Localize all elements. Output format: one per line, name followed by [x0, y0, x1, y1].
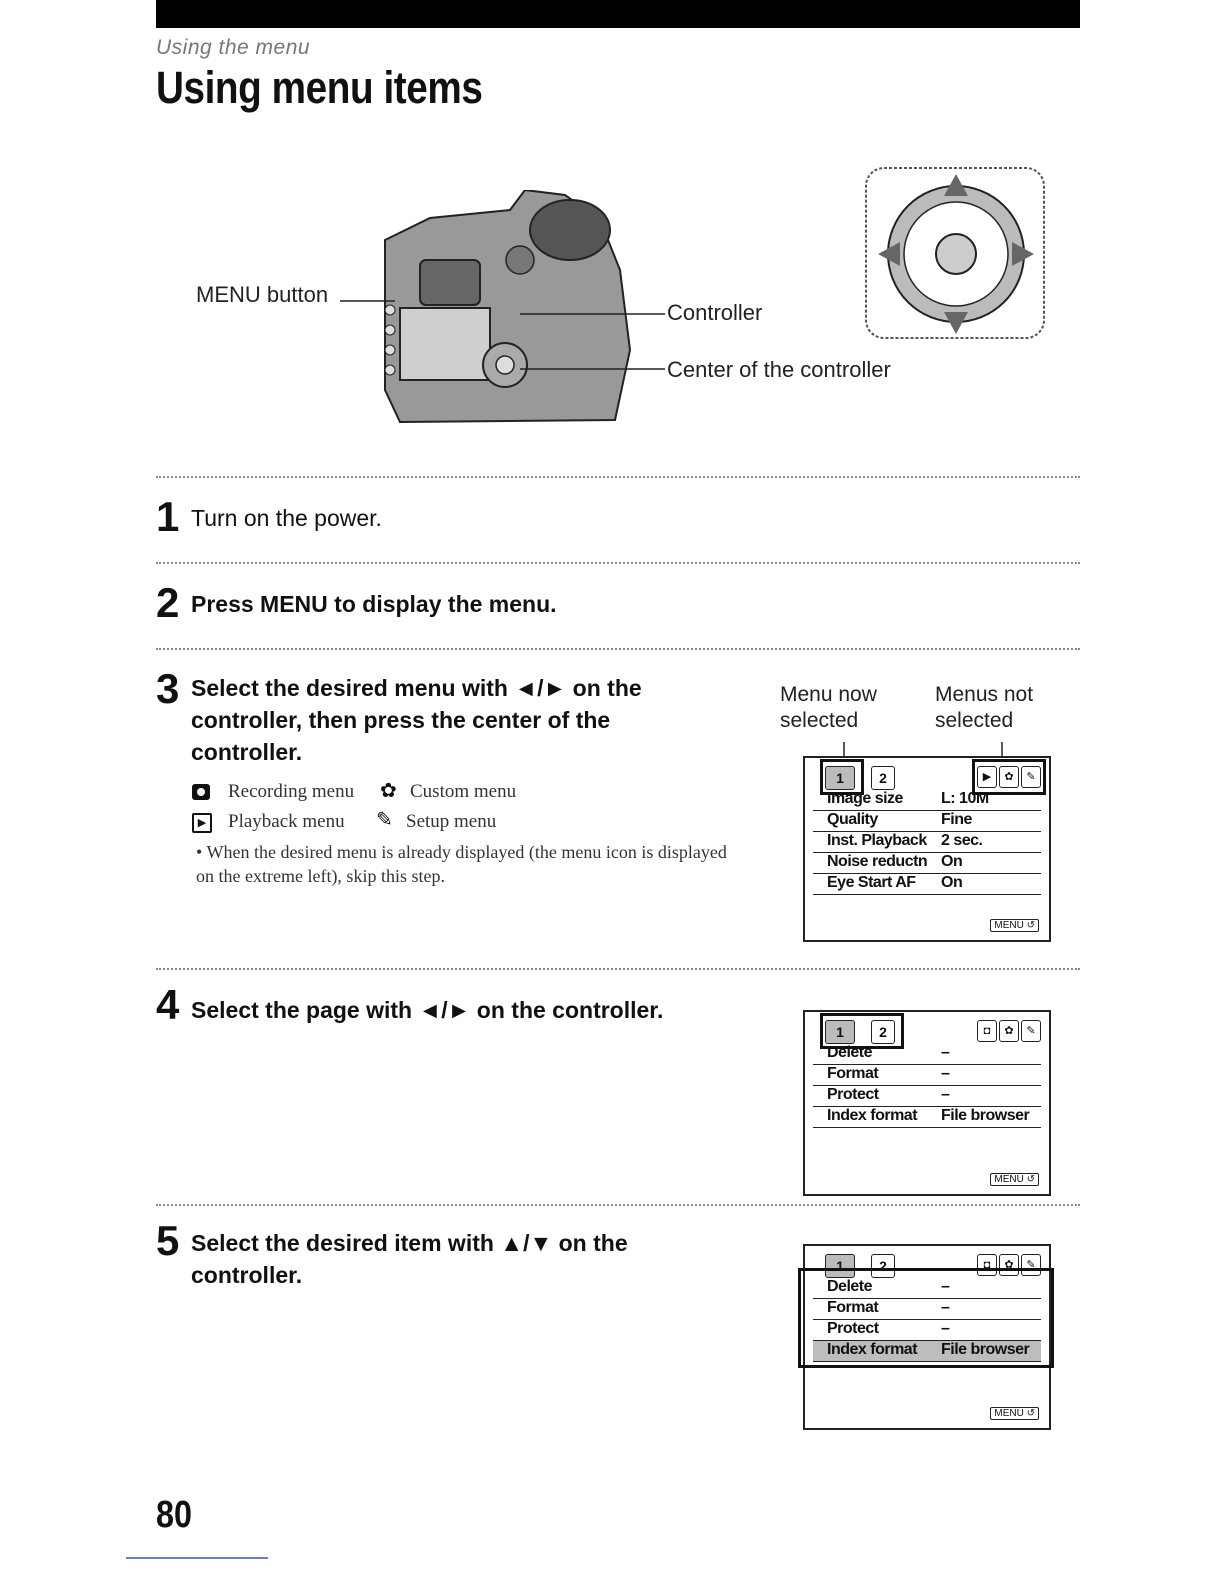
menu-row[interactable]: Protect –	[813, 1086, 1041, 1107]
menu-button-label: MENU button	[196, 282, 329, 307]
playback-menu-label: Playback menu	[228, 811, 345, 832]
selected-menu-highlight	[820, 759, 864, 795]
step-4-text: Select the page with ◄/► on the controller.	[191, 997, 664, 1023]
step-2-text: Press MENU to display the menu.	[191, 591, 557, 617]
step-1-text: Turn on the power.	[191, 505, 382, 531]
menu-screen-item-select	[803, 1244, 1051, 1430]
menu-back-button[interactable]: MENU ↺	[990, 1173, 1039, 1186]
tab-recording-page-1[interactable]: 1	[825, 766, 855, 790]
custom-menu-icon[interactable]: ✿	[999, 1020, 1019, 1042]
tab-page-2[interactable]: 2	[871, 1020, 895, 1044]
menu-row[interactable]: Format –	[813, 1065, 1041, 1086]
controller-label: Controller	[667, 300, 763, 325]
menu-screen-recording	[803, 756, 1051, 942]
controller-zoom-diagram	[864, 166, 1046, 340]
menu-back-button[interactable]: MENU ↺	[990, 919, 1039, 932]
divider	[156, 968, 1080, 970]
page-tabs-highlight	[820, 1013, 904, 1049]
tab-page-2[interactable]: 2	[871, 1254, 895, 1278]
top-black-bar	[156, 0, 1080, 28]
step-number: 5	[156, 1217, 180, 1264]
controller-leaders	[520, 306, 665, 376]
step-number: 3	[156, 665, 180, 712]
menu-row[interactable]: Protect –	[813, 1320, 1041, 1341]
tab-playback-page-1[interactable]: 1	[825, 1254, 855, 1278]
step-number: 2	[156, 579, 180, 626]
menu-screen-playback	[803, 1010, 1051, 1196]
setup-menu-label: Setup menu	[406, 811, 497, 832]
recording-menu-icon	[192, 784, 210, 800]
page-title: Using menu items	[156, 62, 483, 113]
menu-back-button[interactable]: MENU ↺	[990, 1407, 1039, 1420]
menu-row[interactable]: Eye Start AF On	[813, 874, 1041, 895]
step-number: 4	[156, 981, 180, 1028]
menu-row[interactable]: Index format File browser	[813, 1107, 1041, 1128]
menus-not-selected-label: Menus not selected	[935, 683, 1034, 732]
tab-page-2[interactable]: 2	[871, 766, 895, 790]
menu-row[interactable]: Inst. Playback 2 sec.	[813, 832, 1041, 853]
step-number: 1	[156, 493, 180, 540]
footer-line	[126, 1557, 268, 1559]
items-highlight	[798, 1268, 1054, 1368]
menu-row[interactable]: Delete –	[813, 1044, 1041, 1065]
divider	[156, 476, 1080, 478]
menu-row[interactable]: Image size L: 10M	[813, 790, 1041, 811]
menu-row[interactable]: Quality Fine	[813, 811, 1041, 832]
setup-menu-icon[interactable]: ✎	[1021, 766, 1041, 788]
custom-menu-label: Custom menu	[410, 781, 517, 802]
playback-menu-icon: ▶	[192, 813, 212, 833]
setup-menu-icon: ✎	[376, 809, 393, 831]
menu-row-selected[interactable]: Index format File browser	[813, 1341, 1041, 1362]
unselected-menus-highlight	[972, 759, 1046, 795]
setup-menu-icon[interactable]: ✎	[1021, 1254, 1041, 1276]
divider	[156, 648, 1080, 650]
divider	[156, 562, 1080, 564]
menu-row[interactable]: Format –	[813, 1299, 1041, 1320]
controller-center-label: Center of the controller	[667, 357, 891, 382]
divider	[156, 1204, 1080, 1206]
menu-row[interactable]: Delete –	[813, 1278, 1041, 1299]
custom-menu-icon[interactable]: ✿	[999, 1254, 1019, 1276]
custom-menu-icon: ✿	[380, 780, 397, 802]
recording-menu-icon[interactable]: ◘	[977, 1254, 997, 1276]
page-number: 80	[156, 1494, 192, 1536]
step-3-note: • When the desired menu is already displayed (the menu icon is displayed on the extreme left), skip this step.	[196, 842, 727, 886]
tab-playback-page-1[interactable]: 1	[825, 1020, 855, 1044]
menu-now-selected-label: Menu now selected	[780, 683, 877, 732]
menu-row[interactable]: Noise reductn On	[813, 853, 1041, 874]
playback-menu-icon[interactable]: ▶	[977, 766, 997, 788]
recording-menu-icon[interactable]: ◘	[977, 1020, 997, 1042]
step-3-text: Select the desired menu with ◄/► on the controller, then press the center of the controller.	[191, 675, 642, 765]
menu-button-leader	[340, 296, 400, 306]
custom-menu-icon[interactable]: ✿	[999, 766, 1019, 788]
recording-menu-label: Recording menu	[228, 781, 355, 802]
section-tag: Using the menu	[156, 36, 311, 59]
setup-menu-icon[interactable]: ✎	[1021, 1020, 1041, 1042]
step-5-text: Select the desired item with ▲/▼ on the controller.	[191, 1230, 628, 1288]
